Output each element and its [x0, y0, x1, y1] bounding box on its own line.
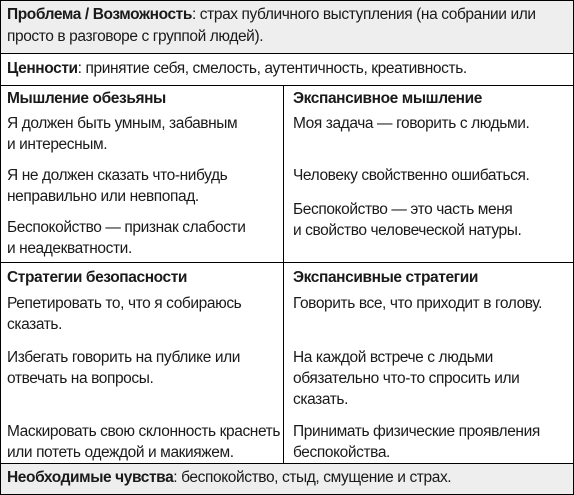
mind-left-2-line-1: Я не должен сказать что-нибудь [7, 167, 228, 184]
mind-right-3-line-2: и свойство человеческой натуры. [293, 222, 522, 239]
safety-strategies-header: Стратегии безопасности [7, 269, 188, 286]
strategy-right-2-line-1: На каждой встрече с людьми [293, 349, 493, 366]
expansive-mind-header: Экспансивное мышление [293, 90, 482, 107]
strategy-left-3-line-2: или потеть одеждой и макияжем. [7, 444, 234, 461]
mind-right-2-line-1: Человеку свойственно ошибаться. [293, 167, 530, 184]
strategy-right-1-line-1: Говорить все, что приходит в голову. [293, 295, 542, 312]
mind-row [1, 86, 573, 263]
feelings-line [7, 467, 451, 489]
problem-text-2: просто в разговоре с группой людей). [7, 28, 264, 45]
strategy-left-2-line-2: отвечать на вопросы. [7, 370, 154, 387]
strategy-right-3-line-2: беспокойства. [293, 444, 390, 461]
problem-label: Проблема / Возможность [7, 6, 192, 23]
strategy-left-3-line-1: Маскировать свою склонность краснеть [7, 423, 281, 440]
mind-left-3-line-2: и неадекватности. [7, 240, 132, 257]
monkey-mind-header: Мышление обезьяны [7, 90, 166, 107]
column-divider [283, 86, 284, 464]
values-label: Ценности [7, 60, 78, 77]
problem-line-1 [7, 4, 536, 26]
values-line [7, 58, 467, 80]
problem-row [1, 1, 573, 54]
mind-right-1-line-1: Моя задача — говорить с людьми. [293, 115, 530, 132]
strategy-left-1-line-1: Репетировать то, что я собираюсь [7, 295, 242, 312]
strategy-right-2-line-3: сказать. [293, 391, 348, 408]
mind-left-1-line-1: Я должен быть умным, забавным [7, 115, 238, 132]
mind-left-1-line-2: и интересным. [7, 136, 108, 153]
strategy-left-1-line-2: сказать. [7, 316, 62, 333]
mind-left-2-line-2: неправильно или невпопад. [7, 188, 199, 205]
problem-text-1: : страх публичного выступления (на собрании или [191, 6, 536, 23]
strategies-row [1, 263, 573, 464]
strategy-left-2-line-1: Избегать говорить на публике или [7, 349, 240, 366]
strategy-right-3-line-1: Принимать физические проявления [293, 423, 540, 440]
values-text: : принятие себя, смелость, аутентичность, креативность. [77, 60, 467, 77]
strategy-right-2-line-2: обязательно что-то спросить или [293, 370, 520, 387]
expansive-strategies-header: Экспансивные стратегии [293, 269, 478, 286]
feelings-row [1, 464, 573, 494]
mind-left-3-line-1: Беспокойство — признак слабости [7, 219, 246, 236]
feelings-label: Необходимые чувства [7, 469, 174, 486]
mind-right-3-line-1: Беспокойство — это часть меня [293, 201, 513, 218]
feelings-text: : беспокойство, стыд, смущение и страх. [173, 469, 452, 486]
values-row [1, 54, 573, 86]
